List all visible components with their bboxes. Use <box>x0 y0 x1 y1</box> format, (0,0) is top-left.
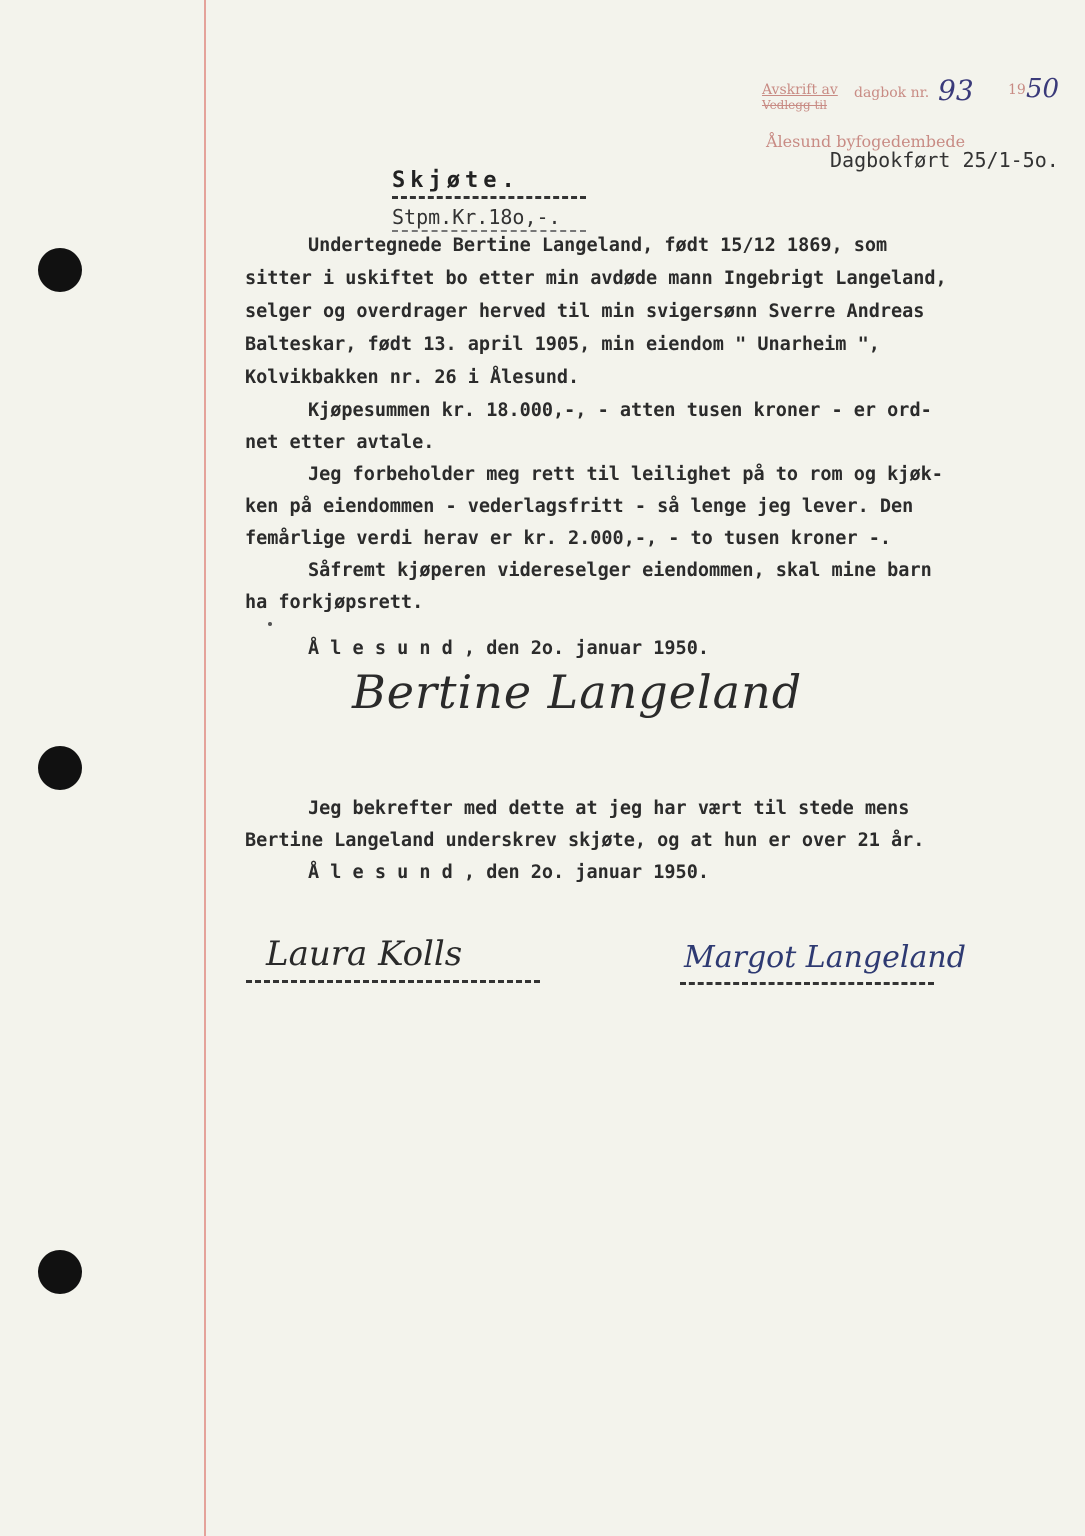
body-line: Såfremt kjøperen videreselger eiendommen, skal mine barn <box>308 560 932 581</box>
stamp-dagbokfort: Dagbokført 25/1-5o. <box>830 148 1059 172</box>
witness-line: Jeg bekrefter med dette at jeg har vært til stede mens <box>308 798 910 819</box>
signature-line-2 <box>680 982 934 985</box>
witness-signature-2: Margot Langeland <box>684 940 966 975</box>
body-line: sitter i uskiftet bo etter min avdøde mann Ingebrigt Langeland, <box>245 268 947 289</box>
stamp-fee: Stpm.Kr.18o,-. <box>392 205 561 229</box>
stamp-year: 50 <box>1026 74 1060 104</box>
signature-bertine: Bertine Langeland <box>352 665 803 719</box>
body-line: net etter avtale. <box>245 432 435 453</box>
stamp-year-prefix: 19 <box>1008 82 1026 98</box>
document-title: Skjøte. <box>392 168 520 193</box>
body-line: femårlige verdi herav er kr. 2.000,-, - to tusen kroner -. <box>245 528 892 549</box>
place-date-line: Å l e s u n d , den 2o. januar 1950. <box>308 638 709 659</box>
punch-hole <box>38 248 82 292</box>
body-line: Balteskar, født 13. april 1905, min eiendom " Unarheim ", <box>245 334 880 355</box>
body-line: selger og overdrager herved til min svigersønn Sverre Andreas <box>245 301 925 322</box>
witness-date-line: Å l e s u n d , den 2o. januar 1950. <box>308 862 709 883</box>
body-line: ken på eiendommen - vederlagsfritt - så lenge jeg lever. Den <box>245 496 914 517</box>
title-underline <box>392 196 586 199</box>
ink-dot <box>268 622 272 626</box>
punch-hole <box>38 1250 82 1294</box>
signature-line-1 <box>246 980 540 983</box>
body-line: ha forkjøpsrett. <box>245 592 424 613</box>
body-line: Undertegnede Bertine Langeland, født 15/12 1869, som <box>308 235 888 256</box>
stamp-dagbok: dagbok nr. <box>854 85 930 101</box>
stamp-vedlegg: Vedlegg til <box>762 98 827 112</box>
stamp-office: Ålesund byfogedembede <box>766 132 966 151</box>
punch-hole <box>38 746 82 790</box>
registry-stamp <box>762 74 1072 192</box>
body-line: Kolvikbakken nr. 26 i Ålesund. <box>245 367 580 388</box>
body-line: Kjøpesummen kr. 18.000,-, - atten tusen kroner - er ord- <box>308 400 932 421</box>
stamp-dagbok-number: 93 <box>938 74 974 107</box>
body-line: Jeg forbeholder meg rett til leilighet på to rom og kjøk- <box>308 464 943 485</box>
margin-line <box>204 0 206 1536</box>
stamp-avskrift: Avskrift av <box>762 82 838 98</box>
witness-line: Bertine Langeland underskrev skjøte, og at hun er over 21 år. <box>245 830 925 851</box>
stamp-fee-underline <box>392 230 586 232</box>
witness-signature-1: Laura Kolls <box>266 934 463 974</box>
